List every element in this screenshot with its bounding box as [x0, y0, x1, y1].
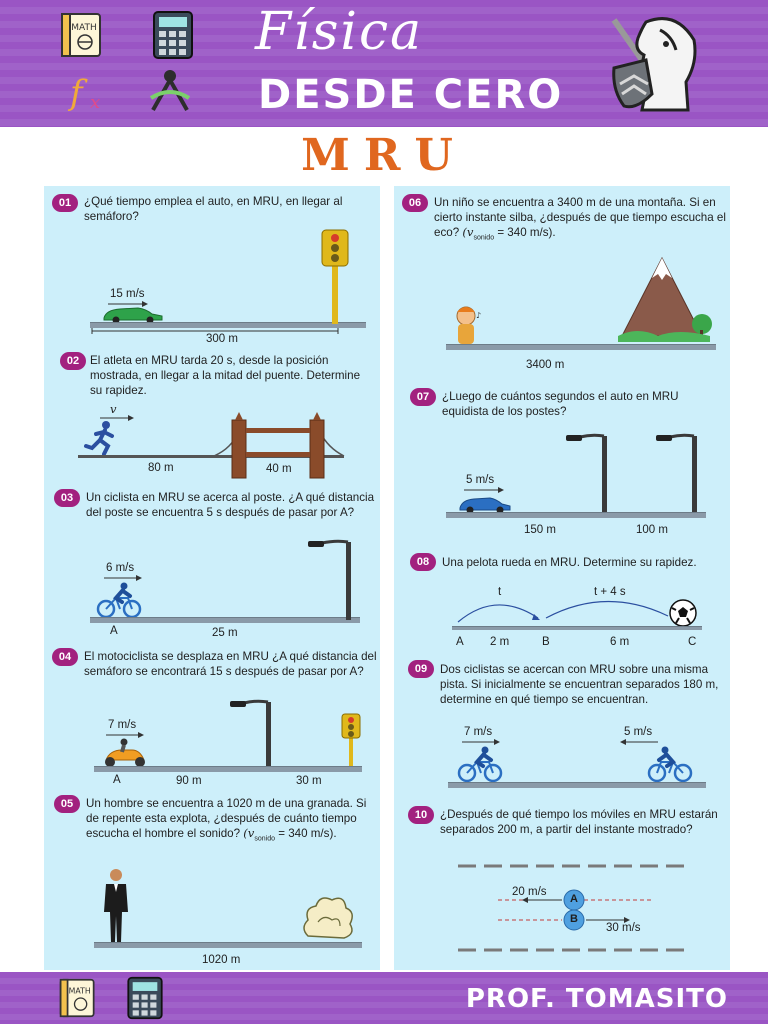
problem-text: ¿Luego de cuántos segundos el auto en MRU equidista de los postes? [442, 390, 679, 418]
problem-number: 10 [408, 806, 434, 824]
car-icon [456, 494, 512, 514]
distance-label: 80 m [148, 462, 174, 474]
problem-text [434, 195, 726, 245]
math-book-icon [60, 12, 104, 58]
problem-number: 01 [52, 194, 78, 212]
speed-label: 5 m/s [466, 474, 495, 486]
mountain-icon [618, 252, 714, 344]
distance-label: 1020 m [202, 954, 241, 966]
street-lamp-icon [230, 698, 274, 768]
distance-label: 40 m [266, 463, 292, 475]
formula-subscript: sonido [254, 835, 275, 843]
speed-label: 7 m/s [464, 726, 493, 738]
calculator-icon [126, 976, 164, 1020]
svg-text:f: f [70, 73, 83, 113]
time-label: t + 4 s [594, 586, 626, 598]
arrow-right-icon [464, 486, 504, 494]
motorcycle-icon [100, 738, 148, 768]
arrow-right-icon [462, 738, 500, 746]
problem-number: 02 [60, 352, 86, 370]
title-fisica: Física [255, 2, 424, 62]
problem-text: Una pelota rueda en MRU. Determine su rapidez. [442, 556, 697, 569]
distance-label: 30 m [296, 775, 322, 787]
distance-label: 6 m [610, 636, 630, 648]
formula-subscript: sonido [473, 234, 495, 242]
explosion-icon [300, 892, 356, 942]
speed-label: 5 m/s [624, 726, 653, 738]
distance-label: 3400 m [526, 359, 565, 371]
mobile-a-label: A [570, 893, 578, 905]
runner-icon [82, 420, 120, 456]
problem-number: 09 [408, 660, 434, 678]
problem-text: ¿Qué tiempo emplea el auto, en MRU, en llegar al semáforo? [84, 195, 343, 223]
formula-value: = 340 m/s). [275, 827, 337, 840]
math-book-icon [58, 978, 98, 1018]
cyclist-icon [96, 582, 142, 618]
lane-lines [458, 864, 690, 954]
cyclist-icon [646, 746, 694, 782]
velocity-label: v [110, 402, 117, 416]
speed-label: 7 m/s [108, 719, 137, 731]
topic-title: MRU [301, 130, 467, 181]
header-banner [0, 0, 768, 127]
point-label: A [113, 774, 121, 786]
speed-label: 30 m/s [606, 922, 641, 934]
problem-text: Dos ciclistas se acercan con MRU sobre una misma pista. Si inicialmente se encuentran separados 180 m, determine en qué tiempo se encuentran. [440, 663, 719, 706]
point-label: A [456, 636, 464, 648]
road [94, 942, 362, 948]
distance-label: 90 m [176, 775, 202, 787]
author-name: PROF. TOMASITO [465, 984, 728, 1014]
cyclist-icon [456, 746, 504, 782]
traffic-light-icon [340, 712, 362, 768]
problem-text [86, 796, 378, 846]
arrow-left-icon [620, 738, 658, 746]
arrow-right-icon [104, 574, 142, 582]
distance-label: 150 m [524, 524, 556, 536]
distance-label: 300 m [206, 333, 238, 345]
problem-number: 08 [410, 553, 436, 571]
distance-label: 2 m [490, 636, 510, 648]
title-desde-cero: DESDE CERO [258, 72, 564, 118]
problem-number: 07 [410, 388, 436, 406]
road [446, 344, 716, 350]
road [448, 782, 706, 788]
street-lamp-icon [566, 432, 610, 516]
distance-label: 100 m [636, 524, 668, 536]
calculator-icon [152, 10, 194, 60]
problem-text: El motociclista se desplaza en MRU ¿A qué distancia del semáforo se encontrará 15 s después de pasar por A? [84, 650, 377, 678]
svg-text:x: x [90, 92, 101, 113]
problem-text: El atleta en MRU tarda 20 s, desde la posición mostrada, en llegar a la mitad del puente. Determine su rapidez. [90, 354, 361, 397]
time-label: t [498, 586, 502, 598]
road [446, 512, 706, 518]
point-label: A [110, 625, 118, 637]
problem-text: Un ciclista en MRU se acerca al poste. ¿A qué distancia del poste se encuentra 5 s después de pasar por A? [86, 491, 375, 519]
traffic-light-icon [318, 228, 352, 324]
formula-variable: (v [243, 826, 255, 840]
child-icon [452, 304, 488, 346]
knight-logo [606, 10, 706, 120]
problem-text: ¿Después de qué tiempo los móviles en MRU estarán separados 200 m, a partir del instante mostrado? [440, 808, 718, 836]
point-label: C [688, 636, 697, 648]
road [94, 766, 362, 772]
problem-number: 03 [54, 489, 80, 507]
problem-number: 04 [52, 648, 78, 666]
compass-icon [145, 68, 195, 114]
problem-number: 06 [402, 194, 428, 212]
ball-icon [668, 598, 698, 628]
function-icon [68, 70, 118, 114]
problem-number: 05 [54, 795, 80, 813]
svg-text:MATH: MATH [68, 986, 91, 996]
point-label: B [542, 636, 550, 648]
formula-variable: (v [462, 225, 474, 239]
mobile-b-label: B [570, 913, 578, 925]
speed-label: 20 m/s [512, 886, 547, 898]
street-lamp-icon [656, 432, 700, 516]
road [452, 626, 702, 630]
svg-text:MATH: MATH [71, 23, 97, 33]
man-icon [100, 868, 132, 944]
trajectory-arcs [456, 596, 682, 626]
speed-label: 6 m/s [106, 562, 135, 574]
problem-text-body: Un niño se encuentra a 3400 m de una montaña. Si en cierto instante silba, ¿después de que tiempo escucha el eco? [434, 196, 726, 239]
speed-label: 15 m/s [110, 288, 145, 300]
street-lamp-icon [306, 538, 354, 620]
problem-text-body: Un hombre se encuentra a 1020 m de una granada. Si de repente esta explota, ¿después de cuánto tiempo escucha el hombre el sonido? [86, 797, 367, 840]
svg-text:♪: ♪ [476, 311, 482, 320]
distance-label: 25 m [212, 627, 238, 639]
formula-value: = 340 m/s). [494, 226, 556, 239]
